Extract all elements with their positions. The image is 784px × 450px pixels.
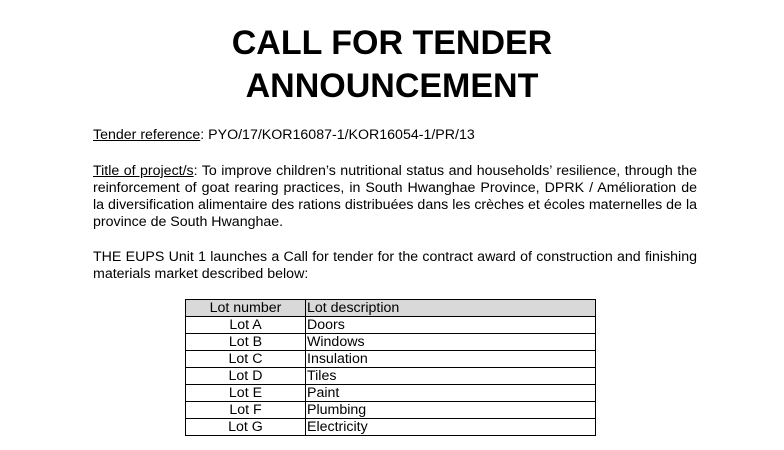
table-row [186,419,596,436]
lot-description-cell: Electricity [306,419,596,436]
lot-description-cell: Tiles [306,368,596,385]
tender-reference [93,127,697,144]
lot-number-cell: Lot C [186,351,306,368]
tender-reference-separator: : [200,127,209,143]
document-title [0,22,784,108]
project-title-value: To improve children’s nutritional status and households’ resilience, through the reinforcement of goat rearing practices, in South Hwanghae Province, DPRK / Amélioration de la diversification alimentaire des rations distribuées dans les crèches et écoles maternelles de la province de South Hwanghae. [93,163,697,230]
lot-number-cell: Lot A [186,317,306,334]
lot-description-cell: Plumbing [306,402,596,419]
project-title [93,163,697,231]
lot-description-cell: Windows [306,334,596,351]
document-title-line-2: ANNOUNCEMENT [245,67,539,105]
lots-table-header-row [186,300,596,317]
table-row [186,368,596,385]
tender-reference-label: Tender reference [93,127,201,143]
lot-description-header: Lot description [306,300,596,317]
lot-description-cell: Paint [306,385,596,402]
project-title-label: Title of project/s [93,163,194,179]
lots-table [185,299,596,436]
lot-description-cell: Doors [306,317,596,334]
document-title-line-1: CALL FOR TENDER [231,24,553,62]
lot-number-cell: Lot D [186,368,306,385]
table-row [186,317,596,334]
project-title-separator: : [193,163,202,179]
lot-number-cell: Lot G [186,419,306,436]
table-row [186,334,596,351]
table-row [186,385,596,402]
launch-paragraph: THE EUPS Unit 1 launches a Call for tender for the contract award of construction and finishing materials market described below: [93,249,697,282]
tender-reference-value: PYO/17/KOR16087-1/KOR16054-1/PR/13 [208,127,475,143]
lot-number-cell: Lot E [186,385,306,402]
table-row [186,351,596,368]
table-row [186,402,596,419]
lot-description-cell: Insulation [306,351,596,368]
lot-number-cell: Lot F [186,402,306,419]
lot-number-cell: Lot B [186,334,306,351]
lot-number-header: Lot number [186,300,306,317]
